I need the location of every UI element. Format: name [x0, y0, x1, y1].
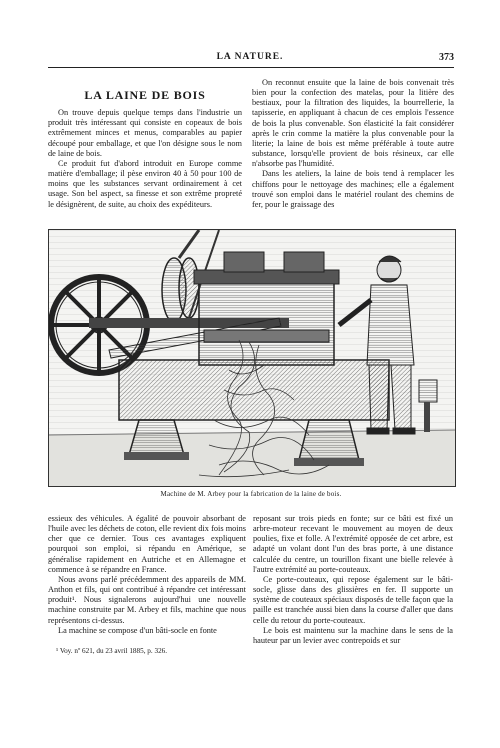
paragraph: Ce porte-couteaux, qui repose également sur le bâti-socle, glisse dans des glissières en fer. Il supporte un système de couteaux spéciaux disposés de telle façon que la paille est tranchée aussi bien dans la course d'aller que dans celle du retour du porte-couteaux.: [253, 574, 453, 625]
column-bottom-left: [48, 514, 246, 656]
paragraph: La machine se compose d'un bâti-socle en fonte: [58, 625, 217, 635]
machine-engraving: [49, 230, 455, 486]
column-bottom-right: [253, 514, 453, 646]
running-head: LA NATURE.: [216, 52, 284, 62]
paragraph: essieux des véhicules. A égalité de pouvoir absorbant de l'huile avec les déchets de coton, elle revient dix fois moins cher que ce dernier. Tous ces avantages expliquent pourquoi son emploi, si répandu en Amérique, se généralise rapidement en Autriche et en Allemagne et commence à se répandre en France.: [48, 514, 246, 574]
paragraph: reposant sur trois pieds en fonte; sur ce bâti est fixé un arbre-moteur recevant le mouvement au moyen de deux poulies, fixe et folle. A l'extrémité opposée de cet arbre, est adapté un volant dont l'un des bras porte, à une distance calculée du centre, un tourillon fixant une bielle relevée à l'autre extrémité au porte-couteaux.: [253, 514, 453, 574]
column-top-right: [252, 78, 454, 210]
figure-caption: Machine de M. Arbey pour la fabrication de la laine de bois.: [160, 490, 342, 498]
paragraph: Ce produit fut d'abord introduit en Europe comme matière d'emballage; il pèse environ 40 à 50 pour 100 de moins que les substances servant ordinairement à cet usage. Son bel aspect, sa finesse et son extrême propreté le désignèrent, de suite, au choix des expéditeurs.: [48, 158, 242, 209]
engraving-illustration: [48, 229, 456, 487]
article-title: LA LAINE DE BOIS: [84, 88, 206, 102]
header-rule: [48, 67, 454, 68]
page-number: 373: [439, 52, 454, 63]
paragraph: On reconnut ensuite que la laine de bois convenait très bien pour la confection des matelas, pour la litière des bestiaux, pour la filtration des liquides, la bourrellerie, la tapisserie, en appliquant à chacun de ces emplois l'essence de bois la plus convenable. Son élasticité la fait considérer après le crin comme la matière la plus convenable pour la literie; la laine de bois est même préférable à toute autre substance, lorsqu'elle provient de bois résineux, car elle n'absorbe pas l'humidité.: [252, 78, 454, 169]
paragraph: On trouve depuis quelque temps dans l'industrie un produit très intéressant qui consiste en copeaux de bois extrêmement minces et menus, comparables au papier découpé pour emballage, et que l'on désigne sous le nom de laine de bois.: [48, 108, 242, 158]
paragraph: Le bois est maintenu sur la machine dans le sens de la hauteur par un levier avec contrepoids et sur: [253, 625, 453, 645]
footnote: ¹ Voy. nº 621, du 23 avril 1885, p. 326.: [56, 646, 168, 655]
column-top-left: [48, 80, 242, 210]
paragraph: Nous avons parlé précédemment des appareils de MM. Anthon et fils, qui ont contribué à répandre cet intéressant produit¹. Nous signalerons aujourd'hui une nouvelle machine construite par M. Arbey et fils, machine que nous représentons ci-dessus.: [48, 574, 246, 625]
paragraph: Dans les ateliers, la laine de bois tend à remplacer les chiffons pour le nettoyage des machines; elle a également trouvé son emploi dans le matériel roulant des chemins de fer, pour le graissage des: [252, 169, 454, 209]
